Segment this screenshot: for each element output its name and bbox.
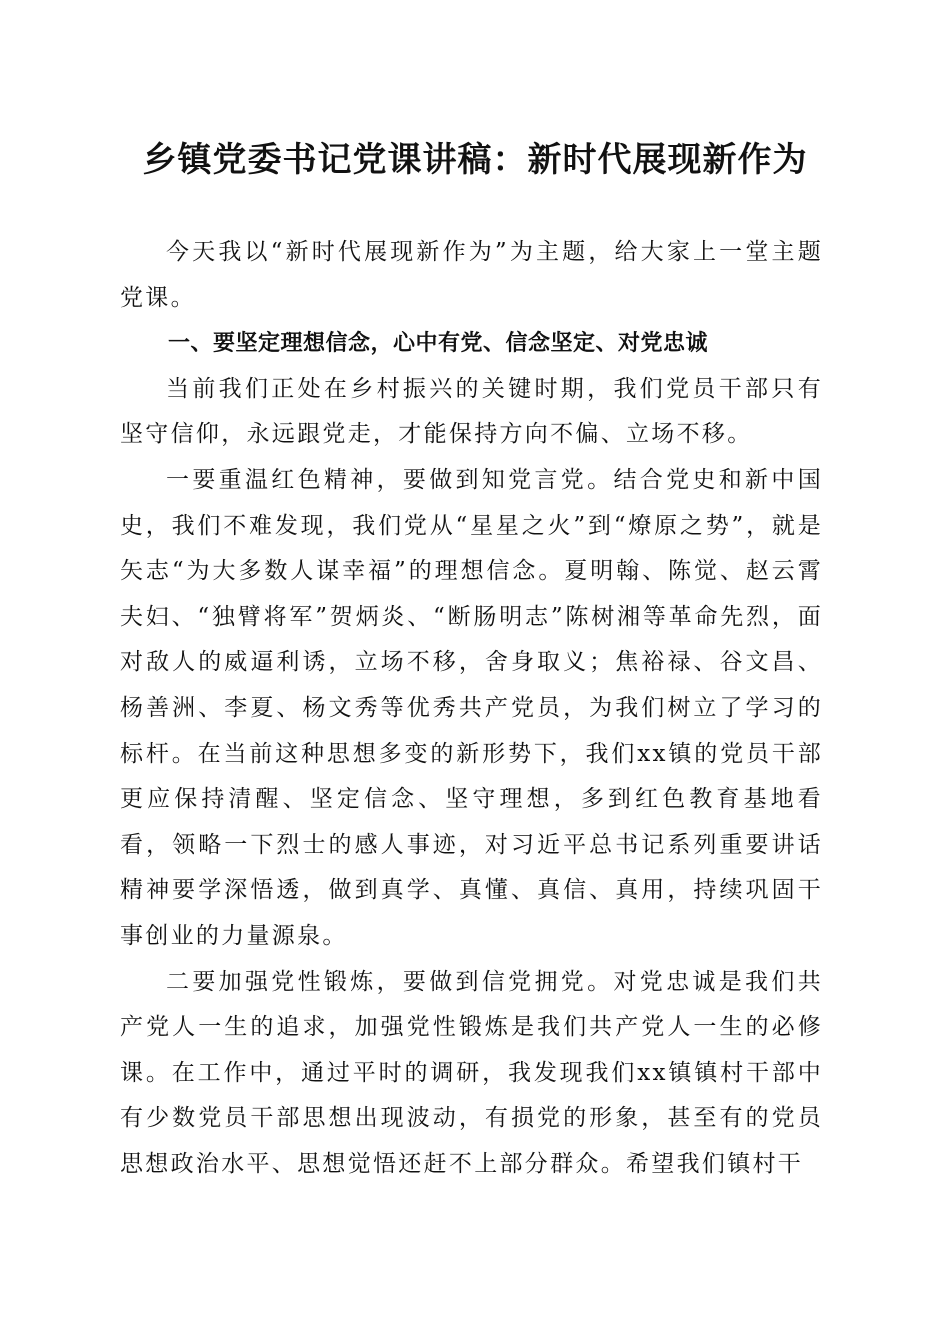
body-paragraph: 一要重温红色精神，要做到知党言党。结合党史和新中国史，我们不难发现，我们党从“星星之火”到“燎原之势”，就是矢志“为大多数人谋幸福”的理想信念。夏明翰、陈觉、赵云霄夫妇、“独臂将军”贺炳炎、“断肠明志”陈树湘等革命先烈，面对敌人的威逼利诱，立场不移，舍身取义；焦裕禄、谷文昌、杨善洲、李夏、杨文秀等优秀共产党员，为我们树立了学习的标杆。在当前这种思想多变的新形势下，我们xx镇的党员干部更应保持清醒、坚定信念、坚守理想，多到红色教育基地看看，领略一下烈士的感人事迹，对习近平总书记系列重要讲话精神要学深悟透，做到真学、真懂、真信、真用，持续巩固干事创业的力量源泉。 <box>120 466 823 949</box>
section-heading: 一、要坚定理想信念，心中有党、信念坚定、对党忠诚 <box>168 331 709 357</box>
body-paragraph: 二要加强党性锻炼，要做到信党拥党。对党忠诚是我们共产党人一生的追求，加强党性锻炼是我们共产党人一生的必修课。在工作中，通过平时的调研，我发现我们xx镇镇村干部中有少数党员干部思想出现波动，有损党的形象，甚至有的党员思想政治水平、思想觉悟还赶不上部分群众。希望我们镇村干 <box>120 968 823 1177</box>
document-title: 乡镇党委书记党课讲稿：新时代展现新作为 <box>142 140 808 180</box>
body-paragraph: 当前我们正处在乡村振兴的关键时期，我们党员干部只有坚守信仰，永远跟党走，才能保持方向不偏、立场不移。 <box>120 375 823 448</box>
document-body <box>120 230 823 1187</box>
intro-paragraph: 今天我以“新时代展现新作为”为主题，给大家上一堂主题党课。 <box>120 239 823 311</box>
